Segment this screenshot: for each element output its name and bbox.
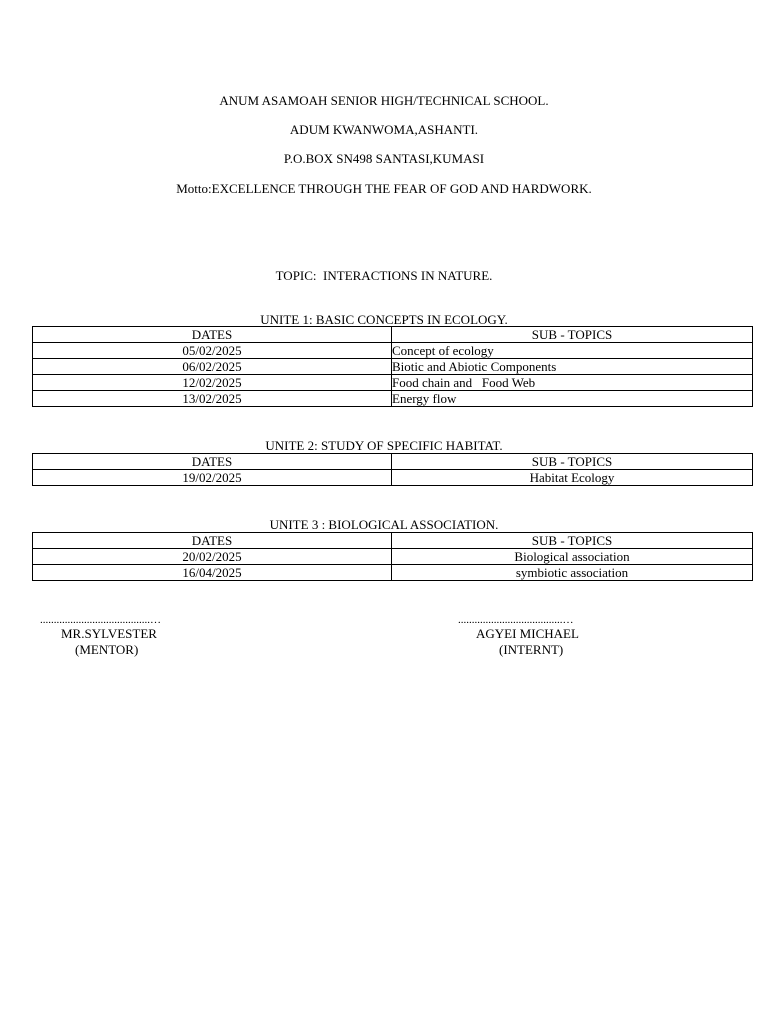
subtopic-cell: Biological association	[392, 549, 753, 565]
dates-header: DATES	[33, 454, 392, 470]
table-row	[33, 470, 753, 486]
subtopic-cell: Habitat Ecology	[392, 470, 753, 486]
table-row	[33, 343, 753, 359]
date-cell: 16/04/2025	[33, 565, 392, 581]
date-cell: 05/02/2025	[33, 343, 392, 359]
subtopic-cell: Energy flow	[392, 391, 753, 407]
unit-1-title: UNITE 1: BASIC CONCEPTS IN ECOLOGY.	[260, 312, 508, 327]
table-row	[33, 359, 753, 375]
date-cell: 06/02/2025	[33, 359, 392, 375]
school-address: P.O.BOX SN498 SANTASI,KUMASI	[283, 151, 485, 166]
unit-3-table	[32, 532, 753, 581]
table-header-row	[33, 454, 753, 470]
topic-title: TOPIC: INTERACTIONS IN NATURE.	[275, 268, 493, 283]
intern-name: AGYEI MICHAEL	[476, 626, 579, 641]
table-row	[33, 375, 753, 391]
date-cell: 20/02/2025	[33, 549, 392, 565]
mentor-role: (MENTOR)	[75, 642, 139, 657]
subtopic-cell: symbiotic association	[392, 565, 753, 581]
dates-header: DATES	[33, 327, 392, 343]
unit-1-table	[32, 326, 753, 407]
unit-2-title: UNITE 2: STUDY OF SPECIFIC HABITAT.	[265, 438, 503, 453]
date-cell: 19/02/2025	[33, 470, 392, 486]
school-location: ADUM KWANWOMA,ASHANTI.	[289, 122, 479, 137]
mentor-signature-line: ........................................…	[40, 614, 161, 626]
subtopic-cell: Biotic and Abiotic Components	[392, 359, 753, 375]
subtopic-cell: Concept of ecology	[392, 343, 753, 359]
dates-header: DATES	[33, 533, 392, 549]
subtopic-cell: Food chain and Food Web	[392, 375, 753, 391]
subtopics-header: SUB - TOPICS	[392, 533, 753, 549]
table-row	[33, 549, 753, 565]
school-name: ANUM ASAMOAH SENIOR HIGH/TECHNICAL SCHOOL.	[219, 93, 549, 108]
mentor-name: MR.SYLVESTER	[61, 626, 157, 641]
unit-2-table	[32, 453, 753, 486]
intern-role: (INTERNT)	[499, 642, 564, 657]
unit-3-title: UNITE 3 : BIOLOGICAL ASSOCIATION.	[269, 517, 499, 532]
intern-signature-line: ......................................…	[458, 614, 574, 626]
school-motto: Motto:EXCELLENCE THROUGH THE FEAR OF GOD AND HARDWORK.	[176, 181, 592, 196]
subtopics-header: SUB - TOPICS	[392, 327, 753, 343]
date-cell: 12/02/2025	[33, 375, 392, 391]
date-cell: 13/02/2025	[33, 391, 392, 407]
table-header-row	[33, 327, 753, 343]
table-row	[33, 391, 753, 407]
table-header-row	[33, 533, 753, 549]
table-row	[33, 565, 753, 581]
subtopics-header: SUB - TOPICS	[392, 454, 753, 470]
